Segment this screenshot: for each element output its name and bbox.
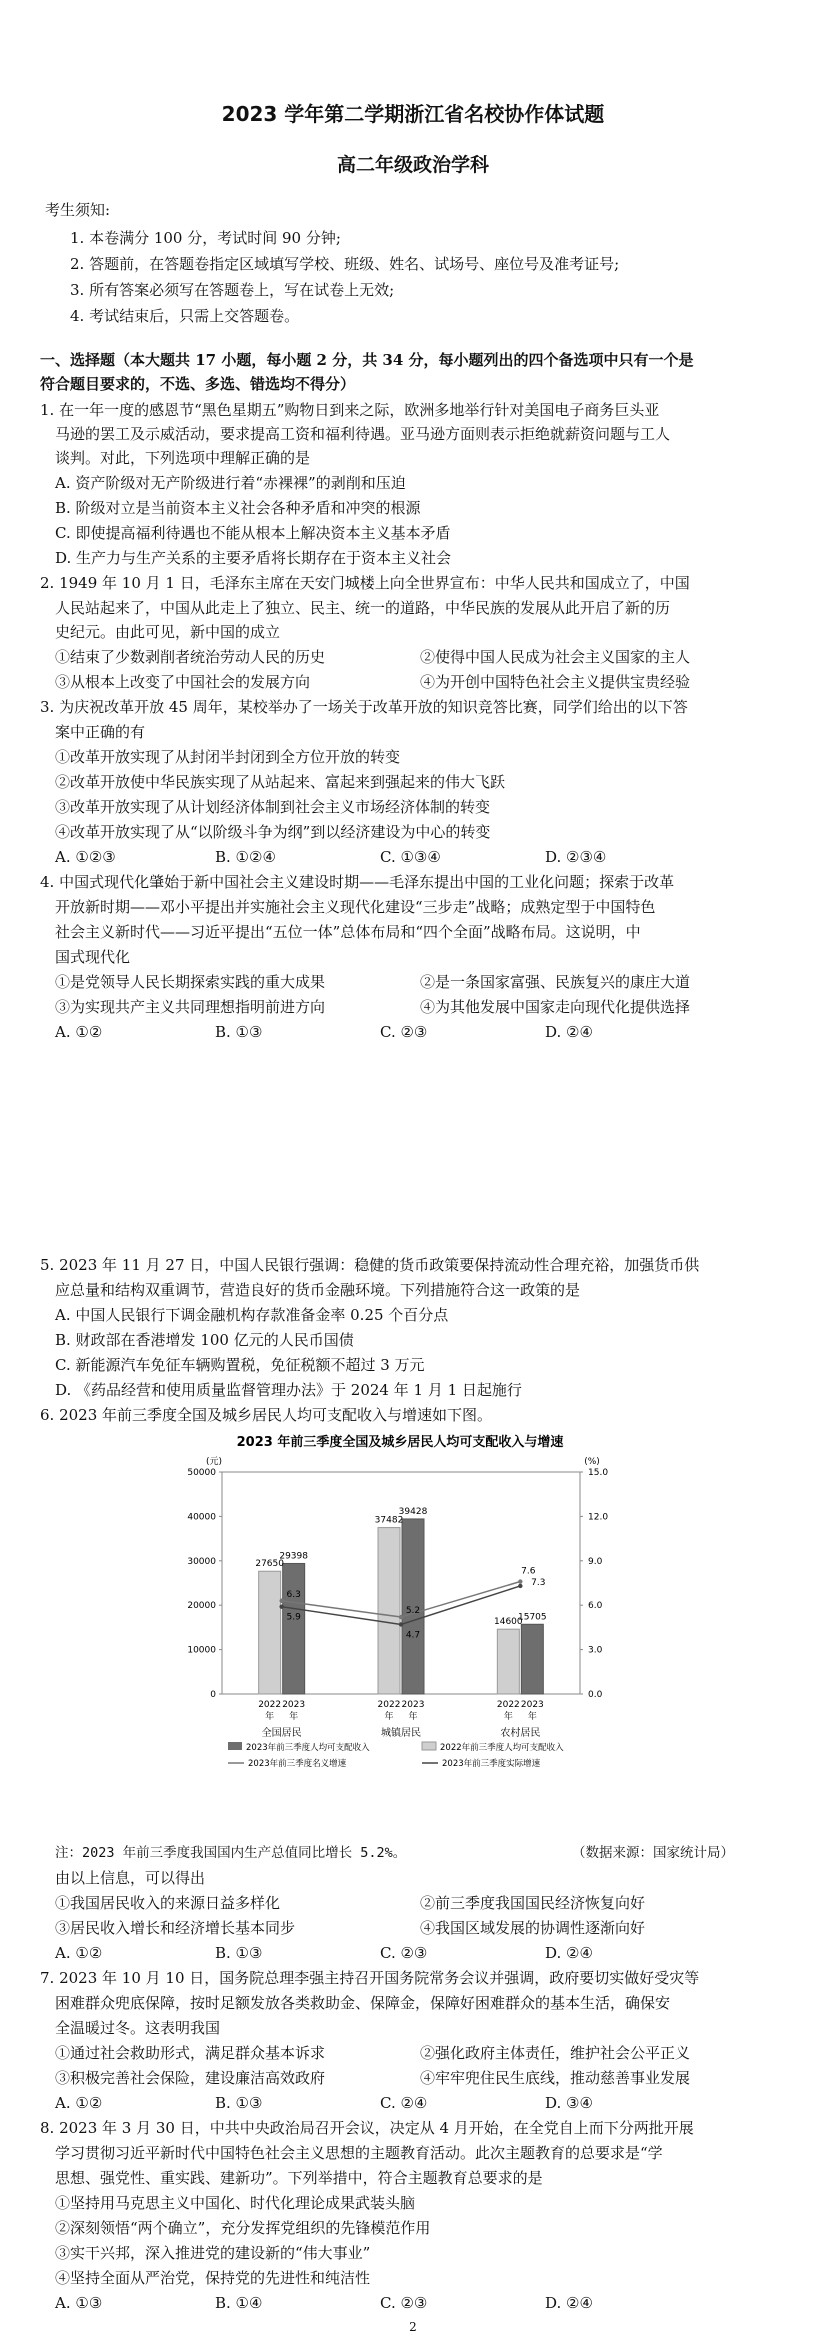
q7-item: ④牢牢兜住民生底线，推动慈善事业发展 — [420, 2069, 691, 2087]
legend-label: 2022年前三季度人均可支配收入 — [440, 1743, 564, 1753]
chart-lines — [279, 1579, 522, 1626]
q1-stem: 马逊的罢工及示威活动，要求提高工资和福利待遇。亚马逊方面则表示拒绝就薪资问题与工人 — [55, 425, 671, 443]
q7-option-d: D. ③④ — [545, 2094, 593, 2112]
q5-option-c: C. 新能源汽车免征车辆购置税，免征税额不超过 3 万元 — [55, 1356, 425, 1374]
q7-option-c: C. ②④ — [380, 2094, 428, 2112]
notice-heading: 考生须知: — [45, 201, 111, 219]
year-tick-label: 2022 — [496, 1700, 520, 1710]
q4-option-d: D. ②④ — [545, 1023, 593, 1041]
q4-stem: 社会主义新时代——习近平提出“五位一体”总体布局和“四个全面”战略布局。这说明，中 — [55, 923, 641, 941]
q8-stem: 学习贯彻习近平新时代中国特色社会主义思想的主题教育活动。此次主题教育的总要求是“学 — [55, 2144, 663, 2162]
q2-stem: 人民站起来了，中国从此走上了独立、民主、统一的道路，中华民族的发展从此开启了新的历 — [55, 599, 671, 617]
page-title: 2023 学年第二学期浙江省名校协作体试题 — [221, 102, 605, 126]
q5-stem: 5. 2023 年 11 月 27 日，中国人民银行强调：稳健的货币政策要保持流动性合理充裕，加强货币供 — [40, 1256, 700, 1274]
right-tick-label: 12.0 — [588, 1512, 609, 1523]
q3-option-d: D. ②③④ — [545, 848, 607, 866]
q3-option-b: B. ①②④ — [215, 848, 276, 866]
q5-option-d: D. 《药品经营和使用质量监督管理办法》于 2024 年 1 月 1 日起施行 — [55, 1381, 522, 1399]
chart-legend — [228, 1742, 564, 1769]
q1-stem: 1. 在一年一度的感恩节“黑色星期五”购物日到来之际，欧洲多地举行针对美国电子商务巨头亚 — [40, 401, 660, 419]
q1-stem: 谈判。对此，下列选项中理解正确的是 — [55, 449, 311, 467]
q1-option-b: B. 阶级对立是当前资本主义社会各种矛盾和冲突的根源 — [55, 499, 421, 517]
year-suffix-label: 年 — [384, 1712, 394, 1722]
q8-stem: 8. 2023 年 3 月 30 日，中共中央政治局召开会议，决定从 4 月开始，在全党自上而下分两批开展 — [40, 2119, 694, 2137]
q6-stem: 6. 2023 年前三季度全国及城乡居民人均可支配收入与增速如下图。 — [40, 1406, 493, 1424]
q4-option-c: C. ②③ — [380, 1023, 428, 1041]
left-tick-label: 30000 — [187, 1556, 216, 1567]
chart-bars — [259, 1519, 544, 1694]
right-tick-label: 3.0 — [588, 1645, 603, 1656]
nominal-growth-label: 7.6 — [521, 1566, 536, 1577]
q6-option-c: C. ②③ — [380, 1944, 428, 1962]
right-tick-label: 9.0 — [588, 1556, 603, 1567]
q6-item: ①我国居民收入的来源日益多样化 — [55, 1894, 281, 1912]
q1-option-c: C. 即使提高福利待遇也不能从根本上解决资本主义基本矛盾 — [55, 524, 451, 542]
nominal-growth-label: 5.2 — [405, 1606, 421, 1617]
q8-option-b: B. ①④ — [215, 2294, 263, 2312]
q6-lead: 由以上信息，可以得出 — [55, 1869, 206, 1887]
left-tick-label: 20000 — [187, 1601, 216, 1612]
bar-value-label: 15705 — [518, 1612, 547, 1623]
q3-item: ②改革开放使中华民族实现了从站起来、富起来到强起来的伟大飞跃 — [55, 773, 506, 791]
q7-option-a: A. ①② — [55, 2094, 103, 2112]
q2-item: ③从根本上改变了中国社会的发展方向 — [55, 673, 311, 691]
q3-option-c: C. ①③④ — [380, 848, 441, 866]
legend-label: 2023年前三季度人均可支配收入 — [246, 1743, 370, 1753]
group-label: 城镇居民 — [381, 1728, 421, 1739]
section-heading-2: 符合题目要求的，不选、多选、错选均不得分） — [40, 375, 356, 393]
bar-2022 — [378, 1528, 400, 1694]
q8-option-c: C. ②③ — [380, 2294, 428, 2312]
page-subtitle: 高二年级政治学科 — [336, 154, 489, 176]
legend-swatch-2023 — [228, 1742, 242, 1750]
q2-item: ①结束了少数剥削者统治劳动人民的历史 — [55, 648, 326, 666]
nominal-growth-point — [518, 1579, 522, 1583]
real-growth-label: 5.9 — [286, 1612, 301, 1623]
q8-stem: 思想、强党性、重实践、建新功”。下列举措中，符合主题教育总要求的是 — [55, 2169, 543, 2187]
q4-stem: 4. 中国式现代化肇始于新中国社会主义建设时期——毛泽东提出中国的工业化问题；探索于改革 — [40, 873, 675, 891]
group-label: 全国居民 — [261, 1728, 302, 1739]
q2-item: ②使得中国人民成为社会主义国家的主人 — [420, 648, 691, 666]
real-growth-point — [279, 1604, 283, 1608]
left-tick-label: 10000 — [187, 1645, 216, 1656]
nominal-growth-point — [279, 1599, 283, 1603]
right-tick-label: 6.0 — [588, 1601, 603, 1612]
real-growth-label: 4.7 — [405, 1630, 421, 1641]
q7-stem: 7. 2023 年 10 月 10 日，国务院总理李强主持召开国务院常务会议并强调，政府要切实做好受灾等 — [40, 1969, 700, 1987]
q3-option-a: A. ①②③ — [55, 848, 116, 866]
q4-stem: 国式现代化 — [55, 948, 131, 966]
q3-stem: 案中正确的有 — [55, 723, 146, 741]
q4-item: ②是一条国家富强、民族复兴的康庄大道 — [420, 973, 691, 991]
q6-option-b: B. ①③ — [215, 1944, 263, 1962]
q6-item: ④我国区域发展的协调性逐渐向好 — [420, 1919, 646, 1937]
q7-stem: 困难群众兜底保障，按时足额发放各类救助金、保障金，保障好困难群众的基本生活，确保安 — [55, 1994, 671, 2012]
q1-option-a: A. 资产阶级对无产阶级进行着“赤裸裸”的剥削和压迫 — [55, 474, 406, 492]
real-growth-label: 7.3 — [531, 1577, 546, 1588]
page-number: 2 — [409, 2320, 417, 2334]
nominal-growth-point — [399, 1615, 403, 1619]
section-heading: 一、选择题（本大题共 17 小题，每小题 2 分，共 34 分，每小题列出的四个备选项中只有一个是 — [40, 351, 694, 369]
q8-item: ③实干兴邦，深入推进党的建设新的“伟大事业” — [55, 2244, 371, 2262]
right-tick-label: 15.0 — [588, 1468, 609, 1478]
year-tick-label: 2022 — [258, 1700, 282, 1710]
q3-item: ④改革开放实现了从“以阶级斗争为纲”到以经济建设为中心的转变 — [55, 823, 491, 841]
q2-item: ④为开创中国特色社会主义提供宝贵经验 — [420, 673, 691, 691]
bar-2022 — [259, 1571, 281, 1694]
q6-item: ②前三季度我国国民经济恢复向好 — [420, 1894, 646, 1912]
q6-option-d: D. ②④ — [545, 1944, 593, 1962]
left-unit-label: (元) — [205, 1457, 223, 1467]
group-label: 农村居民 — [500, 1728, 541, 1739]
q7-item: ②强化政府主体责任，维护社会公平正义 — [420, 2044, 691, 2062]
nominal-growth-label: 6.3 — [286, 1589, 301, 1600]
q1-option-d: D. 生产力与生产关系的主要矛盾将长期存在于资本主义社会 — [55, 549, 452, 567]
chart-title: 2023 年前三季度全国及城乡居民人均可支配收入与增速 — [236, 1435, 564, 1450]
year-suffix-label: 年 — [289, 1712, 299, 1722]
bar-value-label: 14600 — [494, 1617, 523, 1628]
q4-item: ①是党领导人民长期探索实践的重大成果 — [55, 973, 326, 991]
q6-item: ③居民收入增长和经济增长基本同步 — [55, 1919, 296, 1937]
q3-stem: 3. 为庆祝改革开放 45 周年，某校举办了一场关于改革开放的知识竞答比赛，同学们给出的以下答 — [40, 698, 688, 716]
left-tick-label: 0 — [210, 1690, 216, 1700]
left-tick-label: 50000 — [187, 1468, 216, 1478]
q3-item: ①改革开放实现了从封闭半封闭到全方位开放的转变 — [55, 748, 401, 766]
notice-item: 4. 考试结束后，只需上交答题卷。 — [70, 307, 300, 325]
bar-value-label: 37482 — [374, 1515, 404, 1526]
q6-footnote: 注：2023 年前三季度我国国内生产总值同比增长 5.2%。 — [55, 1845, 407, 1861]
real-growth-point — [518, 1584, 522, 1588]
legend-label: 2023年前三季度名义增速 — [248, 1759, 347, 1769]
bar-2023 — [283, 1563, 305, 1694]
left-tick-label: 40000 — [187, 1512, 216, 1523]
bar-2022 — [497, 1629, 519, 1694]
bar-2023 — [521, 1624, 543, 1694]
q8-item: ④坚持全面从严治党，保持党的先进性和纯洁性 — [55, 2269, 371, 2287]
q2-stem: 史纪元。由此可见，新中国的成立 — [55, 623, 281, 641]
q6-source: （数据来源：国家统计局） — [572, 1845, 734, 1861]
q8-item: ①坚持用马克思主义中国化、时代化理论成果武装头脑 — [55, 2194, 416, 2212]
year-suffix-label: 年 — [265, 1712, 275, 1722]
q4-item: ④为其他发展中国家走向现代化提供选择 — [420, 998, 691, 1016]
notice-item: 2. 答题前，在答题卷指定区域填写学校、班级、姓名、试场号、座位号及准考证号; — [70, 255, 620, 273]
q7-stem: 全温暖过冬。这表明我国 — [55, 2019, 221, 2037]
notice-item: 1. 本卷满分 100 分，考试时间 90 分钟; — [70, 229, 341, 247]
q5-option-a: A. 中国人民银行下调金融机构存款准备金率 0.25 个百分点 — [55, 1306, 449, 1324]
q7-item: ③积极完善社会保险，建设廉洁高效政府 — [55, 2069, 326, 2087]
bar-value-label: 27650 — [255, 1559, 284, 1570]
q2-stem: 2. 1949 年 10 月 1 日，毛泽东主席在天安门城楼上向全世界宣布：中华人民共和国成立了，中国 — [40, 574, 690, 592]
bar-value-label: 39428 — [398, 1506, 428, 1517]
notice-item: 3. 所有答案必须写在答题卷上，写在试卷上无效; — [70, 281, 395, 299]
q4-option-a: A. ①② — [55, 1023, 103, 1041]
real-growth-point — [399, 1622, 403, 1626]
year-tick-label: 2023 — [520, 1700, 544, 1710]
q5-option-b: B. 财政部在香港增发 100 亿元的人民币国债 — [55, 1331, 354, 1349]
legend-swatch-2022 — [422, 1742, 436, 1750]
q4-item: ③为实现共产主义共同理想指明前进方向 — [55, 998, 326, 1016]
right-tick-label: 0.0 — [588, 1690, 603, 1700]
legend-label: 2023年前三季度实际增速 — [442, 1759, 541, 1769]
year-tick-label: 2023 — [282, 1700, 306, 1710]
q4-option-b: B. ①③ — [215, 1023, 263, 1041]
year-suffix-label: 年 — [408, 1712, 418, 1722]
right-unit-label: (%) — [584, 1457, 600, 1467]
q8-option-d: D. ②④ — [545, 2294, 593, 2312]
q6-option-a: A. ①② — [55, 1944, 103, 1962]
year-tick-label: 2022 — [377, 1700, 401, 1710]
q8-item: ②深刻领悟“两个确立”，充分发挥党组织的先锋模范作用 — [55, 2219, 431, 2237]
income-chart — [160, 1432, 640, 1822]
q3-item: ③改革开放实现了从计划经济体制到社会主义市场经济体制的转变 — [55, 798, 491, 816]
q5-stem: 应总量和结构双重调节，营造良好的货币金融环境。下列措施符合这一政策的是 — [55, 1281, 581, 1299]
year-tick-label: 2023 — [401, 1700, 425, 1710]
year-suffix-label: 年 — [527, 1712, 537, 1722]
q4-stem: 开放新时期——邓小平提出并实施社会主义现代化建设“三步走”战略；成熟定型于中国特色 — [55, 898, 656, 916]
bar-value-label: 29398 — [279, 1551, 308, 1562]
q8-option-a: A. ①③ — [55, 2294, 103, 2312]
q7-option-b: B. ①③ — [215, 2094, 263, 2112]
q7-item: ①通过社会救助形式，满足群众基本诉求 — [55, 2044, 326, 2062]
year-suffix-label: 年 — [503, 1712, 513, 1722]
